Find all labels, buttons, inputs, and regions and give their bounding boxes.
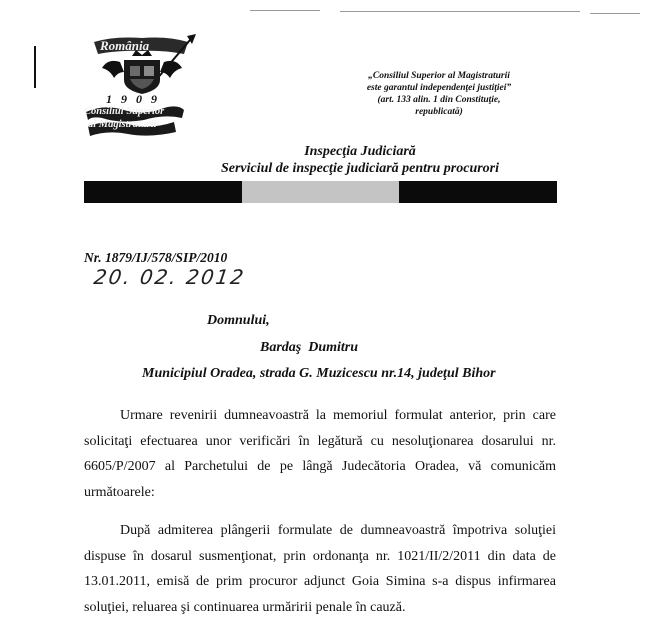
motto-line: „Consiliul Superior al Magistraturii (368, 71, 510, 81)
motto-line: (art. 133 alin. 1 din Constituţie, (377, 95, 501, 105)
addressee-name: Bardaş Dumitru (260, 340, 359, 355)
motto-line: este garantul independenţei justiţiei” (366, 83, 512, 93)
constitution-motto (334, 70, 544, 118)
logo-institution-line2: al Magistraturii (88, 119, 157, 130)
margin-mark (34, 46, 36, 88)
registration-number: Nr. 1879/IJ/578/SIP/2010 (84, 250, 228, 265)
body-paragraph-1: Urmare revenirii dumneavoastră la memoriul formulat anterior, prin care solicitaţi efectuarea unor verificări în legătură cu nesoluţionarea dosarului nr. 6605/P/2007 al Parchetului de pe lângă Judecătoria Oradea, vă comunicăm următoarele: (84, 408, 556, 500)
logo-institution-line1: Consiliul Superior (84, 106, 165, 117)
scan-line (250, 10, 320, 11)
header-banner-left (84, 181, 242, 203)
handwritten-date: 20. 02. 2012 (92, 265, 247, 289)
header-banner-middle (242, 181, 399, 203)
header-banner-right (399, 181, 557, 203)
addressee-address: Municipiul Oradea, strada G. Muzicescu nr.14, judeţul Bihor (142, 366, 496, 381)
service-title: Serviciul de inspecţie judiciară pentru procurori (220, 161, 500, 176)
motto-line: republicată) (415, 107, 463, 117)
logo-country-text: România (100, 38, 150, 53)
department-title: Inspecţia Judiciară (304, 144, 416, 159)
institution-logo (84, 34, 200, 138)
body-paragraph-2: După admiterea plângerii formulate de dumneavoastră împotriva soluţiei dispuse în dosarul susmenţionat, prin ordonanţa nr. 1021/II/2/2011 din data de 13.01.2011, emisă de prim procuror adjunct Goia Simina s-a dispus infirmarea soluţiei, reluarea şi continuarea urmăririi penale în cauză. (84, 523, 556, 615)
scan-line (340, 11, 580, 12)
addressee-salutation: Domnului, (207, 313, 270, 328)
logo-year-text: 1909 (106, 92, 166, 106)
scan-line (590, 13, 640, 14)
